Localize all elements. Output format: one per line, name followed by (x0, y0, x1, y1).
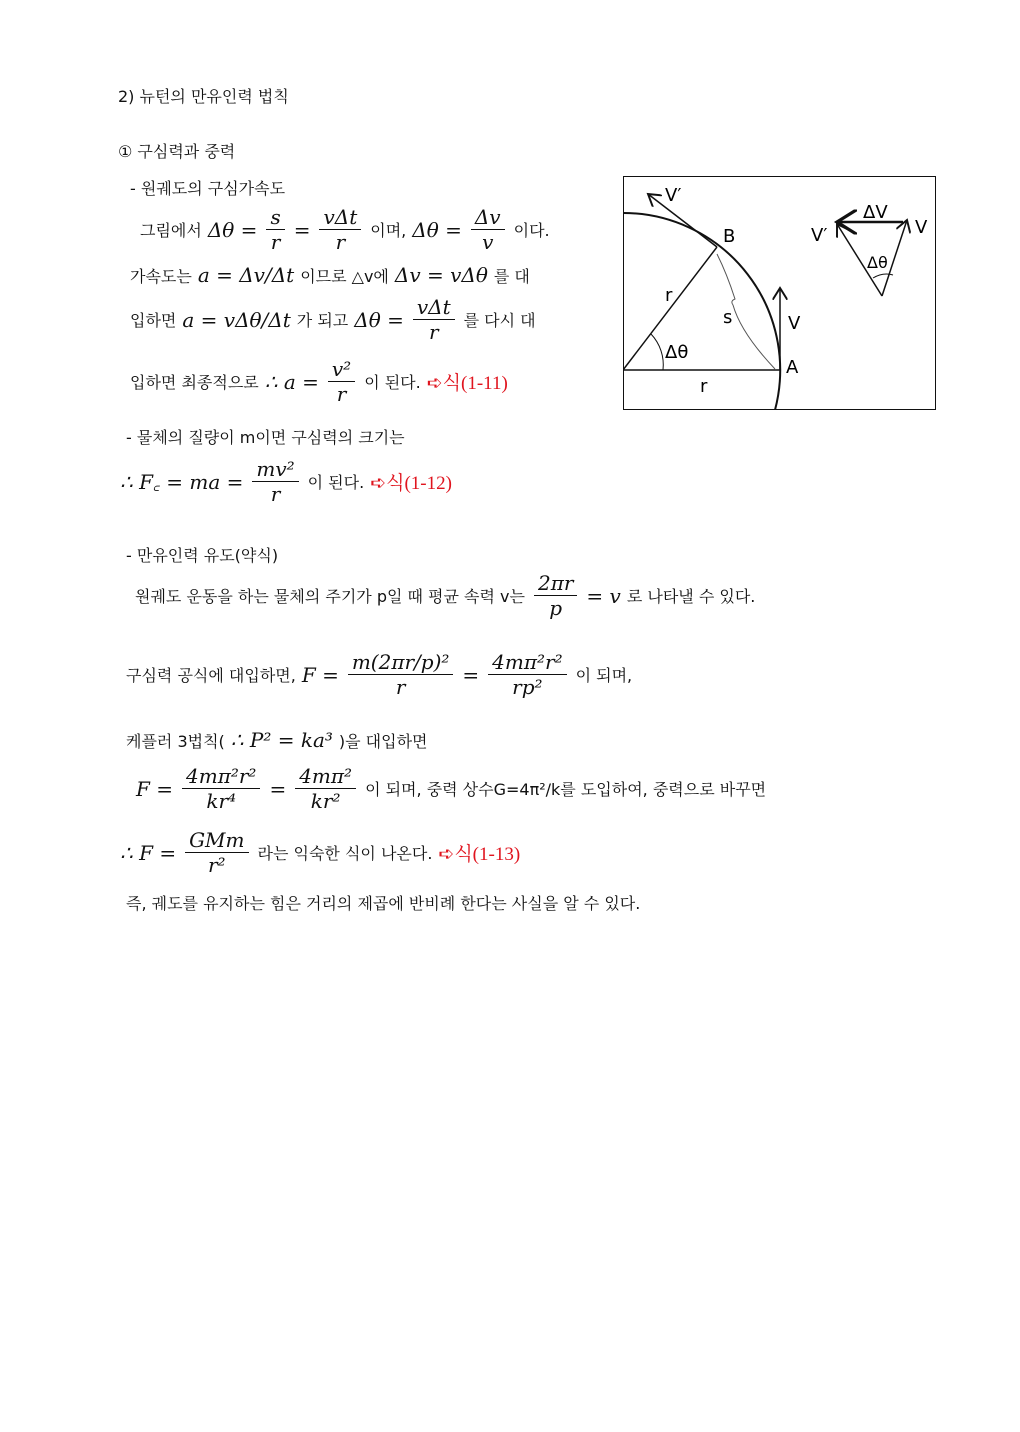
eq-force (120, 457, 452, 506)
math: F = (136, 776, 173, 801)
den: r (336, 382, 347, 406)
text: 케플러 3법칙( (126, 731, 225, 751)
math: F = (301, 662, 339, 687)
text: 이 되며, 중력 상수G=4π²/k를 도입하여, 중력으로 바꾸면 (365, 780, 767, 799)
s3-line-5 (120, 828, 520, 877)
text: 이 되며, (575, 666, 633, 685)
text: 이며, (370, 221, 407, 240)
math: a = vΔθ/Δt (182, 307, 291, 332)
fraction (266, 205, 284, 254)
label-v: V (788, 313, 801, 334)
math: ∴ F꜀ = ma = (120, 470, 244, 494)
label-v-prime: V′ (665, 185, 682, 206)
num: GMm (185, 828, 248, 853)
text: 이다. (513, 221, 550, 240)
num: Δv (471, 205, 505, 230)
den: r (270, 230, 281, 254)
label-dtheta-2: Δθ (867, 253, 888, 272)
eq-line-1 (140, 205, 550, 254)
num: m(2πr/p)² (348, 650, 454, 675)
text: 라는 익숙한 식이 나온다. (257, 844, 433, 863)
fraction (488, 650, 566, 699)
label-v-2: V (915, 217, 928, 238)
den: v (482, 230, 494, 254)
math: Δθ = (207, 217, 258, 242)
num: 4mπ²r² (488, 650, 566, 675)
math: = (462, 662, 480, 687)
s2-title: - 물체의 질량이 m이면 구심력의 크기는 (126, 428, 405, 447)
fraction (182, 764, 260, 813)
fraction (471, 205, 505, 254)
den: r (428, 320, 439, 344)
num: v² (328, 357, 355, 382)
den: r (335, 230, 346, 254)
equation-ref: ➪식(1-13) (438, 844, 521, 865)
s3-title: - 만유인력 유도(약식) (126, 546, 279, 565)
text: 이므로 △v에 (300, 266, 389, 286)
math: Δθ = (412, 217, 462, 242)
eq-line-3 (130, 295, 536, 344)
angle-arc-2 (873, 274, 893, 278)
num: s (266, 205, 284, 230)
s3-line-3 (126, 728, 428, 752)
math: = (269, 776, 287, 801)
circular-motion-diagram (623, 176, 936, 410)
num: mv² (252, 457, 298, 482)
text: )을 대입하면 (338, 731, 428, 751)
text: 이 된다. (307, 473, 365, 492)
fraction (319, 205, 361, 254)
label-a: A (786, 357, 799, 378)
num: 4mπ² (295, 764, 356, 789)
math: = (293, 217, 311, 242)
fraction (185, 828, 248, 877)
fraction (328, 357, 355, 406)
fraction (295, 764, 356, 813)
text: 그림에서 (140, 221, 202, 240)
s3-line-2 (126, 650, 632, 699)
math: ∴ a = (264, 369, 319, 394)
num: 2πr (534, 571, 577, 596)
label-r: r (665, 285, 673, 306)
label-s: s (723, 307, 733, 328)
text: 입하면 최종적으로 (130, 373, 259, 392)
fraction (252, 457, 298, 506)
den: r (270, 482, 281, 506)
den: kr⁴ (206, 789, 237, 813)
text: 가속도는 (130, 266, 192, 286)
label-v-prime-2: V′ (811, 225, 828, 246)
label-dv: ΔV (863, 202, 888, 223)
math: Δv = vΔθ (394, 263, 488, 287)
math: = v (586, 583, 621, 608)
section-heading: 2) 뉴턴의 만유인력 법칙 (118, 87, 289, 106)
num: vΔt (319, 205, 361, 230)
s3-line-6: 즉, 궤도를 유지하는 힘은 거리의 제곱에 반비례 한다는 사실을 알 수 있다. (126, 894, 641, 913)
label-r2: r (700, 376, 708, 397)
text: 가 되고 (296, 311, 349, 330)
den: r (395, 675, 406, 699)
text: 입하면 (130, 311, 177, 330)
num: 4mπ²r² (182, 764, 260, 789)
label-dtheta: Δθ (665, 342, 689, 363)
s3-line-4 (136, 764, 766, 813)
math: a = Δv/Δt (197, 263, 295, 287)
equation-ref: ➪식(1-12) (370, 473, 452, 494)
angle-arc (651, 334, 663, 370)
math: ∴ P² = ka³ (230, 728, 333, 752)
text: 를 다시 대 (463, 311, 536, 330)
eq-line-2 (130, 263, 530, 287)
math: ∴ F = (120, 840, 177, 865)
text: 를 대 (493, 266, 530, 286)
text: 원궤도 운동을 하는 물체의 주기가 p일 때 평균 속력 v는 (135, 587, 525, 606)
subheading: ① 구심력과 중력 (118, 142, 236, 161)
s1-title: - 원궤도의 구심가속도 (130, 179, 286, 198)
den: p (549, 596, 563, 620)
text: 로 나타낼 수 있다. (626, 587, 756, 606)
equation-ref: ➪식(1-11) (426, 373, 508, 394)
text: 이 된다. (364, 373, 421, 392)
label-b: B (723, 226, 736, 247)
v-prime-arrow (648, 194, 717, 247)
math: Δθ = (354, 307, 404, 332)
fraction (348, 650, 454, 699)
eq-line-4 (130, 357, 508, 406)
den: r² (208, 853, 226, 877)
fraction (534, 571, 577, 620)
num: vΔt (413, 295, 455, 320)
den: rp² (512, 675, 543, 699)
fraction (413, 295, 455, 344)
text: 구심력 공식에 대입하면, (126, 666, 296, 685)
den: kr² (310, 789, 341, 813)
s3-line-1 (135, 571, 755, 620)
